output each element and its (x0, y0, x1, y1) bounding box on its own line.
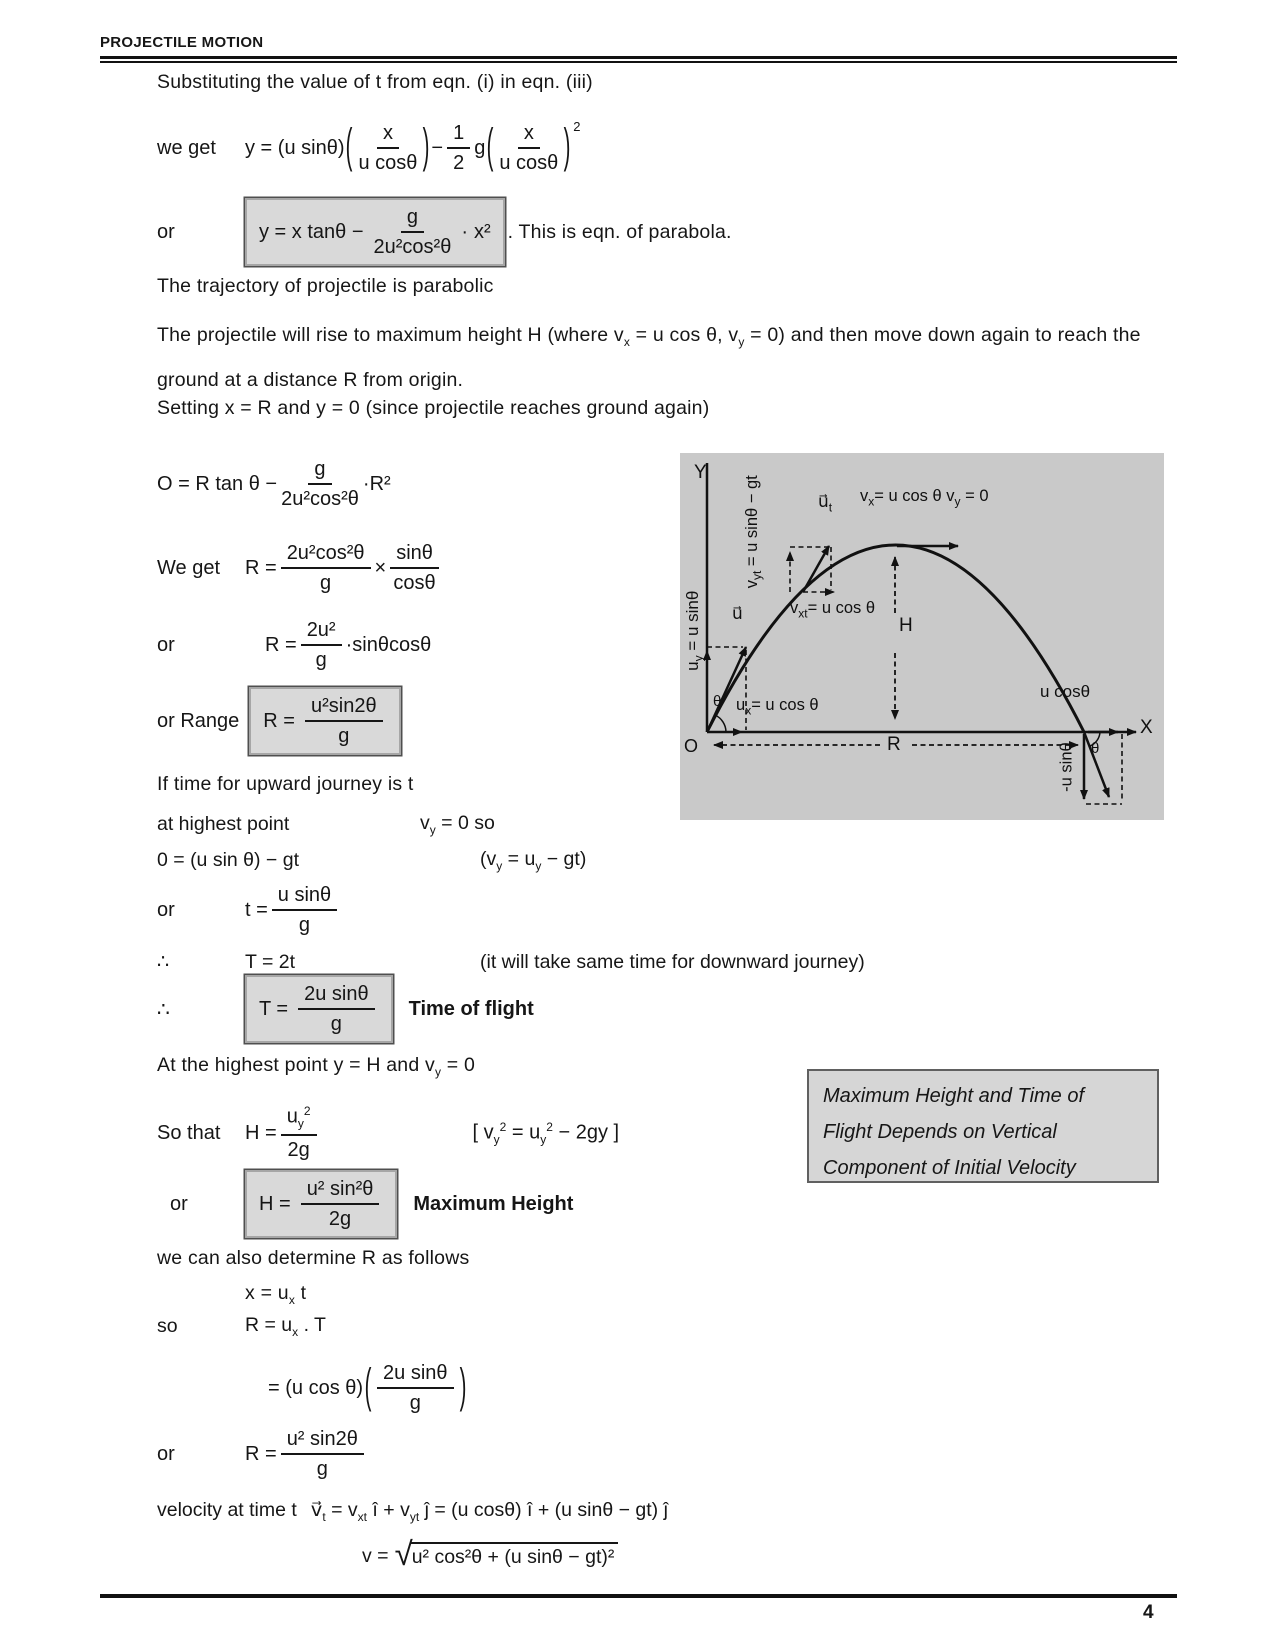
x-ux-t-equation: $x = u_x$ t (245, 1282, 307, 1307)
equation-r2 (157, 1418, 368, 1490)
fraction: $\frac{g}{\text{2u²cos²θ}}$ (281, 458, 359, 510)
fraction: $\frac{x}{\text{u cosθ}}$ (358, 122, 418, 174)
g-symbol: g (474, 136, 486, 159)
u-vector-label: u⃗ (732, 604, 743, 623)
t-eq-label: or (157, 898, 175, 921)
u-vector (707, 647, 746, 732)
H-eq-label: So that (157, 1121, 221, 1144)
equation-weget-r (157, 532, 443, 604)
dot-operator: · (461, 220, 468, 243)
header-rule-thin (100, 61, 1177, 63)
therefore-symbol: ∴ (157, 998, 170, 1021)
page-number: 4 (1143, 1602, 1154, 1623)
max-height-label: H (899, 615, 913, 636)
T-eq-lhs: T = (259, 997, 289, 1020)
range-label: R (887, 734, 901, 755)
formula-box-maximum-height (245, 1170, 397, 1238)
paragraph-determine-R: we can also determine R as follows (157, 1247, 470, 1269)
time-of-flight-caption: Time of flight (408, 997, 534, 1020)
big-paren: ) (563, 120, 571, 174)
vy-squared-note: [ $v_y^2 = u_y^2 - 2gy$ ] (472, 1119, 620, 1147)
x-axis-label: X (1140, 717, 1153, 738)
paragraph-at-highest: At the highest point y = H and $v_y = 0$ (157, 1054, 476, 1079)
big-paren: ( (346, 120, 353, 174)
equation-parabola-label: or (157, 220, 175, 243)
paragraph-trajectory: The trajectory of projectile is parabolic (157, 275, 494, 297)
fraction: $\frac{\text{u sinθ}}{g}$ (272, 884, 337, 936)
sidenote-box (807, 1069, 1159, 1183)
row-speed (362, 1535, 618, 1572)
row-so-R (157, 1314, 326, 1339)
equation-zero (157, 450, 391, 518)
equation-parabola-row (157, 198, 732, 266)
radicand: u² cos²θ + (u sinθ − gt)² (410, 1542, 619, 1569)
T-2t-note: (it will take same time for downward journey) (480, 950, 865, 973)
r2-label: or (157, 1442, 175, 1465)
y-axis-label: Y (694, 462, 707, 483)
Hmax-label: or (170, 1192, 188, 1215)
parabola-rhs: x² (474, 220, 491, 243)
ut-vector (803, 546, 829, 592)
r2-lhs: R = (245, 1442, 277, 1465)
row-T2t (157, 950, 865, 974)
row-time-of-flight (157, 975, 534, 1043)
speed-lhs: v = (362, 1544, 389, 1567)
footer-rule (100, 1594, 1177, 1598)
fraction: $\frac{\text{u² sin2θ}}{g}$ (281, 1428, 364, 1480)
vy-zero: $v_y = 0$ so (420, 812, 495, 837)
row-highest-point (157, 812, 495, 837)
zero-lhs: O = R tan θ − (157, 472, 278, 495)
parabola-lhs: y = x tanθ − (259, 220, 364, 243)
weget-r-lhs: R = (245, 556, 277, 579)
equation-weget (157, 112, 581, 184)
header-rule-thick (100, 56, 1177, 59)
fraction: $\frac{x}{\text{u cosθ}}$ (499, 122, 559, 174)
zero-rhs: R² (369, 472, 391, 495)
equation-weget-label: we get (157, 136, 216, 159)
velocity-vector-equation: $v⃗_t = v_{xt}$ î + $v_{yt}$ ĵ = (u cosθ) î + (u sinθ − gt) ĵ (310, 1499, 668, 1524)
T-2t-equation: T = 2t (245, 950, 296, 973)
ux-label: $u_x= u$ cos θ (736, 696, 819, 718)
zero-gt-equation: 0 = (u sin θ) − gt (157, 848, 299, 871)
big-paren: ) (423, 120, 430, 174)
sidenote-line1: Maximum Height and Time of (823, 1085, 1085, 1107)
weget-r-label: We get (157, 556, 220, 579)
paragraph-setting: Setting x = R and y = 0 (since projectile reaches ground again) (157, 397, 710, 419)
fraction: $\frac{\text{2u²cos²θ}}{g}$ (281, 542, 371, 594)
fraction: $\frac{\text{u²sin2θ}}{g}$ (305, 695, 383, 747)
so-label: so (157, 1314, 178, 1337)
Hmax-lhs: H = (259, 1192, 291, 1215)
theta-landing-label: θ (1091, 740, 1100, 757)
H-eq-lhs: H = (245, 1121, 277, 1144)
fraction: $\frac{u_y^2}{2g}$ (281, 1105, 317, 1161)
equation-H (157, 1092, 619, 1174)
page-title: PROJECTILE MOTION (100, 34, 264, 51)
formula-box-parabola (245, 198, 505, 266)
range-label: or Range (157, 709, 240, 732)
fraction: $\frac{g}{\text{2u²cos²θ}}$ (373, 206, 452, 258)
sidenote-line3: Component of Initial Velocity (823, 1157, 1076, 1179)
theta-origin-label: θ (713, 693, 722, 710)
vy-uy-note: $(v_y = u_y - gt)$ (480, 848, 587, 873)
minus-sign: − (431, 136, 444, 159)
theta-arc-origin (715, 715, 726, 732)
t-eq-lhs: t = (245, 898, 268, 921)
formula-box-time-of-flight (245, 975, 393, 1043)
paragraph-upward: If time for upward journey is t (157, 773, 414, 795)
paragraph-rise: The projectile will rise to maximum height H (where $v_x = u$ cos θ, $v_y = 0$) and then move down again to reach the ground at a distance R from origin. (157, 324, 1141, 391)
vxt-label: $v_{xt}= u$ cos θ (790, 599, 876, 621)
peak-velocity-label: $v_x= u$ cos θ $v_y = 0$ (860, 487, 989, 509)
square-root (394, 1535, 619, 1572)
vyt-label: $v_{yt} = u$ sinθ − gt (742, 475, 765, 589)
minus-usin-label: -u sinθ (1057, 742, 1076, 792)
uy-axis-label: $u_y = u$ sinθ (683, 590, 706, 671)
parabola-note: . This is eqn. of parabola. (507, 220, 732, 243)
landing-ucos-label: u cosθ (1040, 682, 1091, 701)
dot-operator: · (362, 472, 370, 495)
big-paren: ) (459, 1360, 466, 1414)
equation-or-r (157, 612, 431, 678)
fraction: $\frac{\text{2u sinθ}}{g}$ (377, 1362, 454, 1414)
row-velocity (157, 1498, 668, 1524)
paragraph-substituting: Substituting the value of t from eqn. (i) in eqn. (iii) (157, 71, 593, 93)
velocity-label: velocity at time t (157, 1499, 297, 1522)
or-r-lhs: R = (265, 633, 297, 656)
range-lhs: R = (263, 709, 295, 732)
dot-operator: · (345, 633, 353, 656)
exponent: 2 (573, 118, 581, 134)
ucos-lhs: = (u cos θ) (268, 1376, 364, 1399)
origin-label: O (684, 736, 699, 756)
equation-range-row (157, 687, 401, 755)
row-zero-eq (157, 848, 586, 873)
equation-ucos (268, 1348, 468, 1428)
row-maximum-height (170, 1170, 573, 1238)
trajectory-figure (680, 453, 1164, 820)
or-r-rhs: sinθcosθ (352, 633, 432, 656)
fraction: $\frac{\text{2u²}}{g}$ (301, 619, 342, 671)
equation-t (157, 878, 341, 942)
or-r-label: or (157, 633, 175, 656)
ut-vector-label: $u⃗_t$ (818, 492, 833, 515)
times-operator: × (374, 556, 387, 579)
highest-point-label: at highest point (157, 812, 290, 835)
R-ux-T-equation: $R = u_x$ . T (245, 1314, 326, 1339)
radical-sign: √ (394, 1535, 413, 1572)
fraction: $\frac{\text{u² sin²θ}}{2g}$ (301, 1178, 380, 1230)
therefore-symbol: ∴ (157, 951, 170, 973)
equation-weget-lhs: y = (u sinθ) (245, 136, 345, 159)
fraction: $\frac{\sin\theta}{\cos\theta}$ (390, 542, 439, 594)
sidenote-line2: Flight Depends on Vertical (823, 1121, 1057, 1143)
maximum-height-caption: Maximum Height (413, 1192, 574, 1215)
formula-box-range (249, 687, 400, 755)
big-paren: ( (364, 1360, 372, 1414)
fraction: $\frac{\text{2u sinθ}}{g}$ (298, 983, 375, 1035)
big-paren: ( (486, 120, 494, 174)
fraction: $\frac{1}{2}$ (447, 122, 470, 174)
